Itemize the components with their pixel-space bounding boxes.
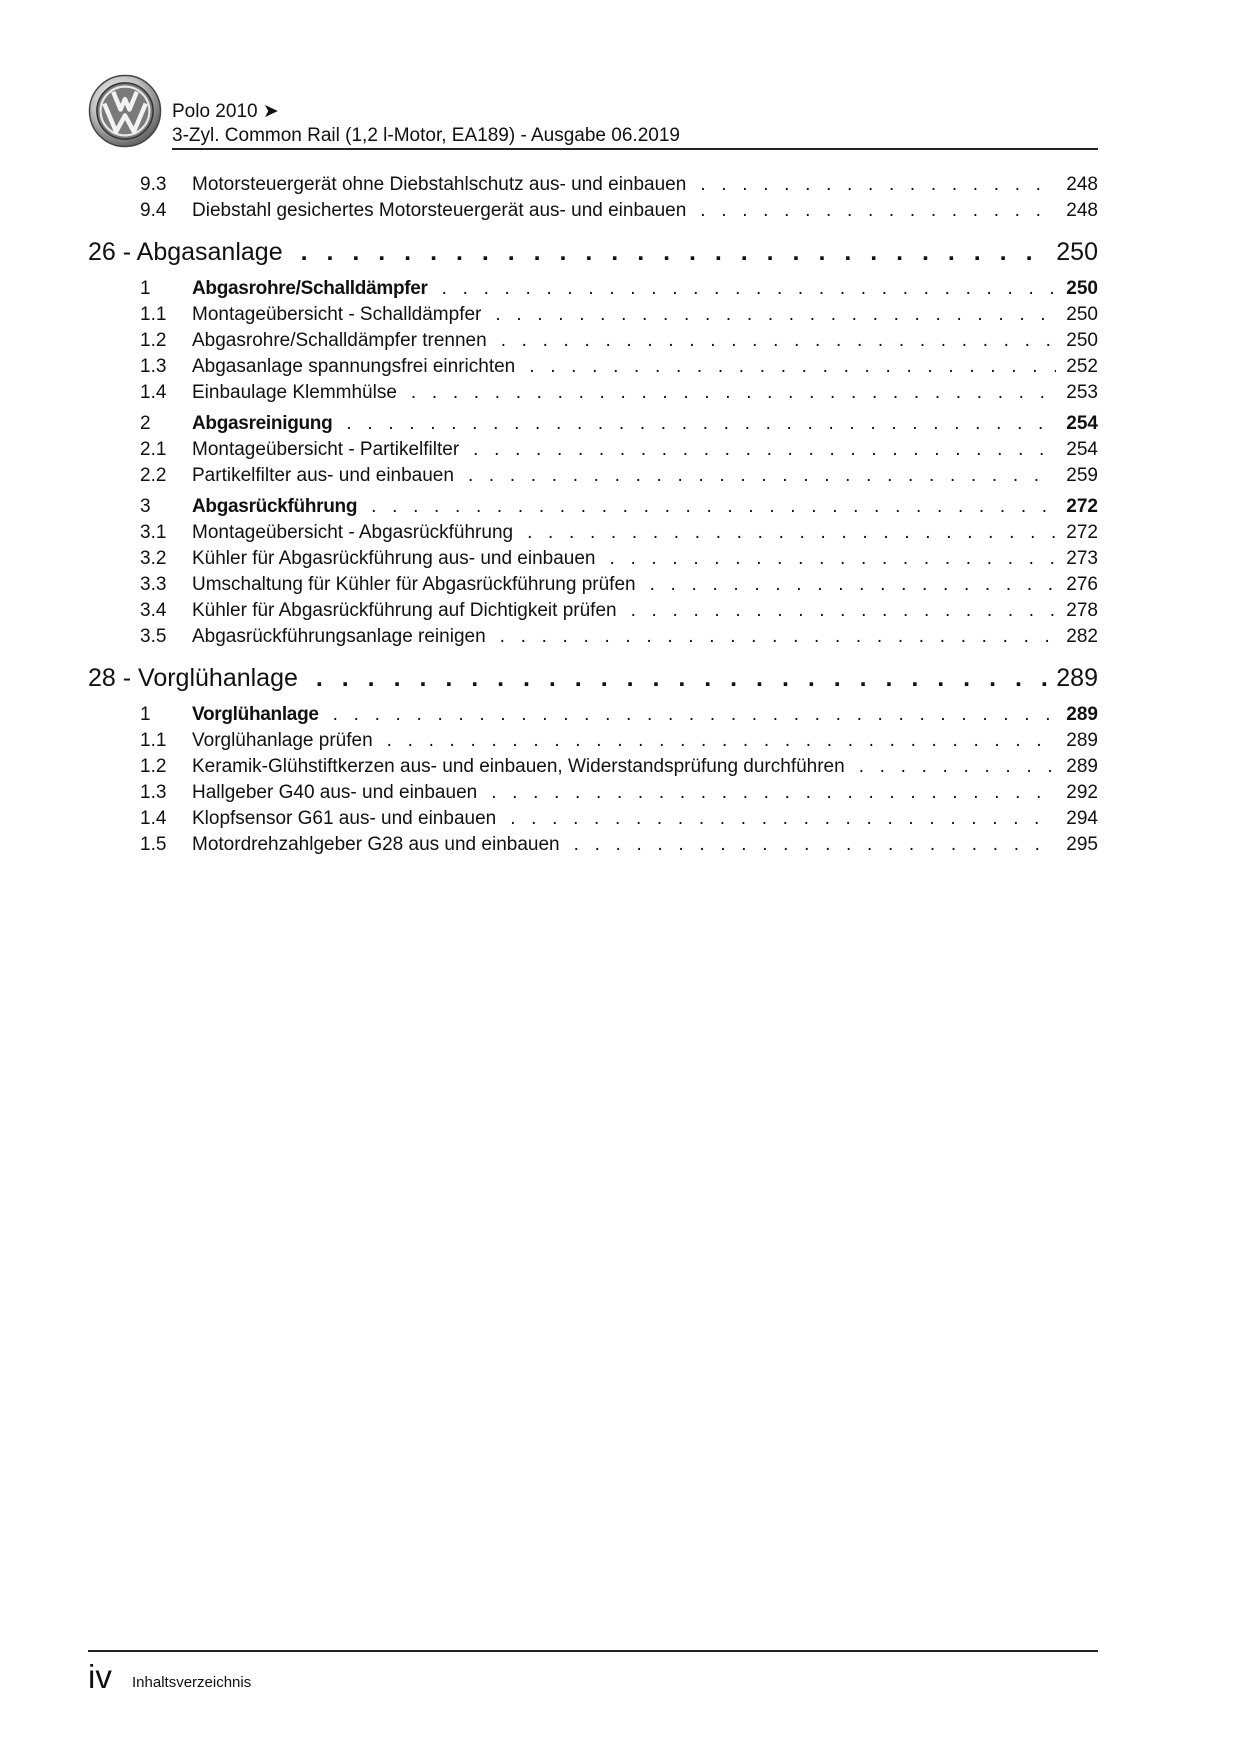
toc-entry-page: 278 <box>1066 600 1098 621</box>
toc-entry-title: Klopfsensor G61 aus- und einbauen <box>192 808 497 829</box>
dot-leader <box>387 730 1057 752</box>
toc-entry-row[interactable] <box>88 600 1098 626</box>
toc-entry-number: 1.2 <box>140 756 167 777</box>
toc-entry-row[interactable] <box>88 522 1098 548</box>
toc-entry-title: Vorglühanlage prüfen <box>192 730 373 751</box>
dot-leader <box>610 548 1057 570</box>
toc-entry-number: 2 <box>140 413 151 434</box>
toc-entry-title: 26 - Abgasanlage <box>88 238 283 266</box>
toc-entry-title: Montageübersicht - Partikelfilter <box>192 439 460 460</box>
toc-entry-row[interactable] <box>88 356 1098 382</box>
toc-entry-number: 1.5 <box>140 834 167 855</box>
toc-entry-number: 2.1 <box>140 439 167 460</box>
toc-entry-title: Montageübersicht - Schalldämpfer <box>192 304 482 325</box>
toc-entry-row[interactable] <box>88 548 1098 574</box>
dot-leader <box>333 704 1057 726</box>
toc-entry-page: 289 <box>1056 664 1098 692</box>
toc-section-row[interactable] <box>88 413 1098 439</box>
footer-page-number: iv <box>88 1658 112 1695</box>
toc-entry-row[interactable] <box>88 465 1098 491</box>
toc-entry-page: 254 <box>1066 439 1098 460</box>
toc-entry-number: 3.5 <box>140 626 167 647</box>
dot-leader <box>700 200 1056 222</box>
toc-section-row[interactable] <box>88 496 1098 522</box>
toc-entry-number: 1.3 <box>140 356 167 377</box>
toc-entry-page: 289 <box>1066 730 1098 751</box>
toc-entry-page: 276 <box>1066 574 1098 595</box>
toc-entry-row[interactable] <box>88 200 1098 226</box>
toc-entry-number: 3 <box>140 496 151 517</box>
dot-leader <box>501 330 1057 352</box>
toc-entry-page: 292 <box>1066 782 1098 803</box>
dot-leader <box>346 413 1056 435</box>
dot-leader <box>510 808 1056 830</box>
toc-entry-page: 250 <box>1056 238 1098 266</box>
toc-section-row[interactable] <box>88 704 1098 730</box>
toc-entry-title: Abgasrohre/Schalldämpfer <box>192 278 428 299</box>
dot-leader <box>859 756 1057 778</box>
dot-leader <box>411 382 1056 404</box>
toc-entry-row[interactable] <box>88 330 1098 356</box>
header-model: Polo 2010 ➤ <box>172 101 279 122</box>
toc-entry-title: Abgasrückführung <box>192 496 358 517</box>
toc-entry-row[interactable] <box>88 834 1098 860</box>
toc-entry-page: 289 <box>1066 756 1098 777</box>
dot-leader <box>442 278 1057 300</box>
toc-entry-row[interactable] <box>88 730 1098 756</box>
toc-entry-number: 3.3 <box>140 574 167 595</box>
toc-entry-page: 295 <box>1066 834 1098 855</box>
dot-leader <box>468 465 1056 487</box>
toc-entry-row[interactable] <box>88 626 1098 652</box>
toc-entry-number: 3.1 <box>140 522 167 543</box>
toc-entry-row[interactable] <box>88 782 1098 808</box>
toc-entry-title: Motordrehzahlgeber G28 aus und einbauen <box>192 834 560 855</box>
dot-leader <box>495 304 1056 326</box>
toc-entry-title: Diebstahl gesichertes Motorsteuergerät aus- und einbauen <box>192 200 687 221</box>
toc-entry-number: 2.2 <box>140 465 167 486</box>
toc-entry-page: 272 <box>1066 522 1098 543</box>
dot-leader <box>631 600 1057 622</box>
toc-entry-title: Vorglühanlage <box>192 704 319 725</box>
dot-leader <box>316 664 1050 693</box>
toc-entry-title: Hallgeber G40 aus- und einbauen <box>192 782 478 803</box>
toc-entry-page: 248 <box>1066 174 1098 195</box>
dot-leader <box>700 174 1056 196</box>
toc-entry-title: Motorsteuergerät ohne Diebstahlschutz aus- und einbauen <box>192 174 687 195</box>
dot-leader <box>650 574 1057 596</box>
toc-entry-title: Abgasrohre/Schalldämpfer trennen <box>192 330 487 351</box>
toc-entry-row[interactable] <box>88 574 1098 600</box>
toc-entry-number: 1.1 <box>140 730 167 751</box>
toc-entry-page: 252 <box>1066 356 1098 377</box>
toc-entry-title: Abgasreinigung <box>192 413 333 434</box>
toc-entry-title: Keramik-Glühstiftkerzen aus- und einbauen, Widerstandsprüfung durchführen <box>192 756 845 777</box>
toc-entry-title: Kühler für Abgasrückführung auf Dichtigkeit prüfen <box>192 600 617 621</box>
toc-entry-row[interactable] <box>88 808 1098 834</box>
toc-entry-page: 259 <box>1066 465 1098 486</box>
toc-entry-page: 250 <box>1066 304 1098 325</box>
table-of-contents <box>88 174 1098 860</box>
toc-entry-row[interactable] <box>88 304 1098 330</box>
toc-chapter-row[interactable] <box>88 238 1098 274</box>
toc-entry-page: 248 <box>1066 200 1098 221</box>
toc-entry-number: 1 <box>140 278 151 299</box>
dot-leader <box>473 439 1056 461</box>
toc-entry-number: 3.2 <box>140 548 167 569</box>
toc-section-row[interactable] <box>88 278 1098 304</box>
toc-entry-number: 1.2 <box>140 330 167 351</box>
toc-entry-page: 294 <box>1066 808 1098 829</box>
toc-entry-number: 1 <box>140 704 151 725</box>
toc-entry-row[interactable] <box>88 756 1098 782</box>
footer-divider <box>88 1650 1098 1652</box>
dot-leader <box>301 238 1051 267</box>
toc-entry-title: 28 - Vorglühanlage <box>88 664 298 692</box>
header-subtitle: 3-Zyl. Common Rail (1,2 l-Motor, EA189) - Ausgabe 06.2019 <box>172 125 680 146</box>
toc-entry-page: 289 <box>1066 704 1098 725</box>
toc-entry-title: Kühler für Abgasrückführung aus- und einbauen <box>192 548 596 569</box>
toc-entry-page: 272 <box>1066 496 1098 517</box>
header-divider <box>172 148 1098 150</box>
toc-entry-title: Abgasanlage spannungsfrei einrichten <box>192 356 516 377</box>
footer-label: Inhaltsverzeichnis <box>132 1674 252 1691</box>
toc-entry-page: 250 <box>1066 278 1098 299</box>
toc-chapter-row[interactable] <box>88 664 1098 700</box>
page-footer <box>88 1650 1098 1710</box>
toc-entry-title: Einbaulage Klemmhülse <box>192 382 397 403</box>
toc-entry-title: Abgasrückführungsanlage reinigen <box>192 626 486 647</box>
page-header <box>88 72 1098 152</box>
toc-entry-page: 253 <box>1066 382 1098 403</box>
toc-entry-row[interactable] <box>88 439 1098 465</box>
toc-entry-number: 1.1 <box>140 304 167 325</box>
toc-entry-page: 254 <box>1066 413 1098 434</box>
toc-entry-number: 9.4 <box>140 200 167 221</box>
toc-entry-page: 282 <box>1066 626 1098 647</box>
toc-entry-number: 1.3 <box>140 782 167 803</box>
toc-entry-number: 1.4 <box>140 382 167 403</box>
toc-entry-page: 273 <box>1066 548 1098 569</box>
dot-leader <box>529 356 1056 378</box>
dot-leader <box>574 834 1057 856</box>
dot-leader <box>527 522 1056 544</box>
vw-logo-icon <box>88 74 162 148</box>
dot-leader <box>491 782 1056 804</box>
toc-entry-title: Partikelfilter aus- und einbauen <box>192 465 454 486</box>
toc-entry-number: 9.3 <box>140 174 167 195</box>
toc-entry-title: Montageübersicht - Abgasrückführung <box>192 522 514 543</box>
toc-entry-row[interactable] <box>88 382 1098 408</box>
dot-leader <box>500 626 1057 648</box>
toc-entry-title: Umschaltung für Kühler für Abgasrückführung prüfen <box>192 574 636 595</box>
toc-entry-number: 1.4 <box>140 808 167 829</box>
toc-entry-page: 250 <box>1066 330 1098 351</box>
dot-leader <box>371 496 1056 518</box>
toc-entry-row[interactable] <box>88 174 1098 200</box>
toc-entry-number: 3.4 <box>140 600 167 621</box>
